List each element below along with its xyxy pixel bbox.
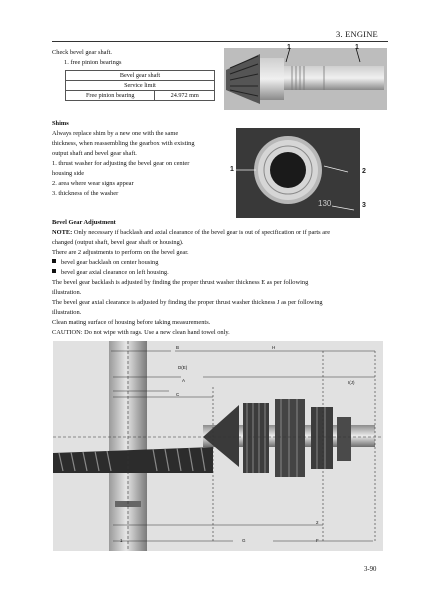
callout-1a: 1 xyxy=(287,44,291,51)
note-line-1 xyxy=(52,228,330,237)
shims-heading: Shims xyxy=(52,120,69,127)
note-label: NOTE: xyxy=(52,229,73,236)
table-row-label: Free pinion bearing xyxy=(66,91,155,101)
label-A: A xyxy=(182,378,186,383)
callout-shim-1: 1 xyxy=(230,166,234,173)
caution-text: CAUTION: Do not wipe with rags. Use a new clean hand towel only. xyxy=(52,329,230,336)
check-heading: Check bevel gear shaft. xyxy=(52,49,112,56)
bullet-text-2: bevel gear axial clearance on left housing. xyxy=(61,269,169,276)
label-1: 1 xyxy=(120,538,123,543)
label-B: B xyxy=(176,345,180,350)
shims-item-2: 2. area where wear signs appear xyxy=(52,180,134,187)
washer-photo-marking: 130 xyxy=(318,199,332,208)
label-G: G xyxy=(242,538,246,543)
service-limit-table xyxy=(65,70,215,101)
gear-assembly-diagram xyxy=(53,341,383,551)
shims-item-3: 3. thickness of the washer xyxy=(52,190,119,197)
shims-line-3: output shaft and bevel gear shaft. xyxy=(52,150,137,157)
table-subtitle: Service limit xyxy=(66,81,215,91)
label-IJ: I(J) xyxy=(348,380,355,385)
bullet-item-1 xyxy=(52,258,158,267)
adjustment-heading: Bevel Gear Adjustment xyxy=(52,219,116,226)
note-line-2: changed (output shaft, bevel gear shaft or housing). xyxy=(52,239,184,246)
bullet-icon xyxy=(52,259,56,263)
page-number: 3-90 xyxy=(364,566,377,573)
shims-line-2: thickness, when reassembling the gearbox with existing xyxy=(52,140,195,147)
adjustment-intro: There are 2 adjustments to perform on the bevel gear. xyxy=(52,249,189,256)
bevel-shaft-photo xyxy=(224,48,387,110)
callout-1b: 1 xyxy=(355,44,359,51)
washer-photo xyxy=(236,128,360,218)
bullet-item-2 xyxy=(52,268,169,277)
label-DE: D(E) xyxy=(178,365,188,370)
callout-shim-3: 3 xyxy=(362,202,366,209)
label-C: C xyxy=(176,392,180,397)
note-text: Only necessary if backlash and axial clearance of the bevel gear is out of specification or if parts are xyxy=(72,229,331,236)
table-title: Bevel gear shaft xyxy=(66,71,215,81)
check-item: 1. free pinion bearings xyxy=(64,59,122,66)
para1-line-1: The bevel gear backlash is adjusted by finding the proper thrust washer thickness E as per following xyxy=(52,279,309,286)
shims-item-1b: housing side xyxy=(52,170,85,177)
para2-line-2: illustration. xyxy=(52,309,82,316)
clean-instruction: Clean mating surface of housing before taking measurements. xyxy=(52,319,211,326)
bullet-text-1: bevel gear backlash on center housing xyxy=(61,259,159,266)
bullet-icon xyxy=(52,269,56,273)
label-2: 2 xyxy=(316,520,319,525)
header-rule xyxy=(52,41,388,42)
table-row-value: 24.972 mm xyxy=(155,91,215,101)
para1-line-2: illustration. xyxy=(52,289,82,296)
section-header: 3. ENGINE xyxy=(336,29,378,39)
shims-item-1: 1. thrust washer for adjusting the bevel gear on center xyxy=(52,160,190,167)
label-H: H xyxy=(272,345,276,350)
para2-line-1: The bevel gear axial clearance is adjusted by finding the proper thrust washer thickness J as per following xyxy=(52,299,323,306)
shims-line-1: Always replace shim by a new one with the same xyxy=(52,130,179,137)
label-F: F xyxy=(316,538,319,543)
callout-shim-2: 2 xyxy=(362,168,366,175)
